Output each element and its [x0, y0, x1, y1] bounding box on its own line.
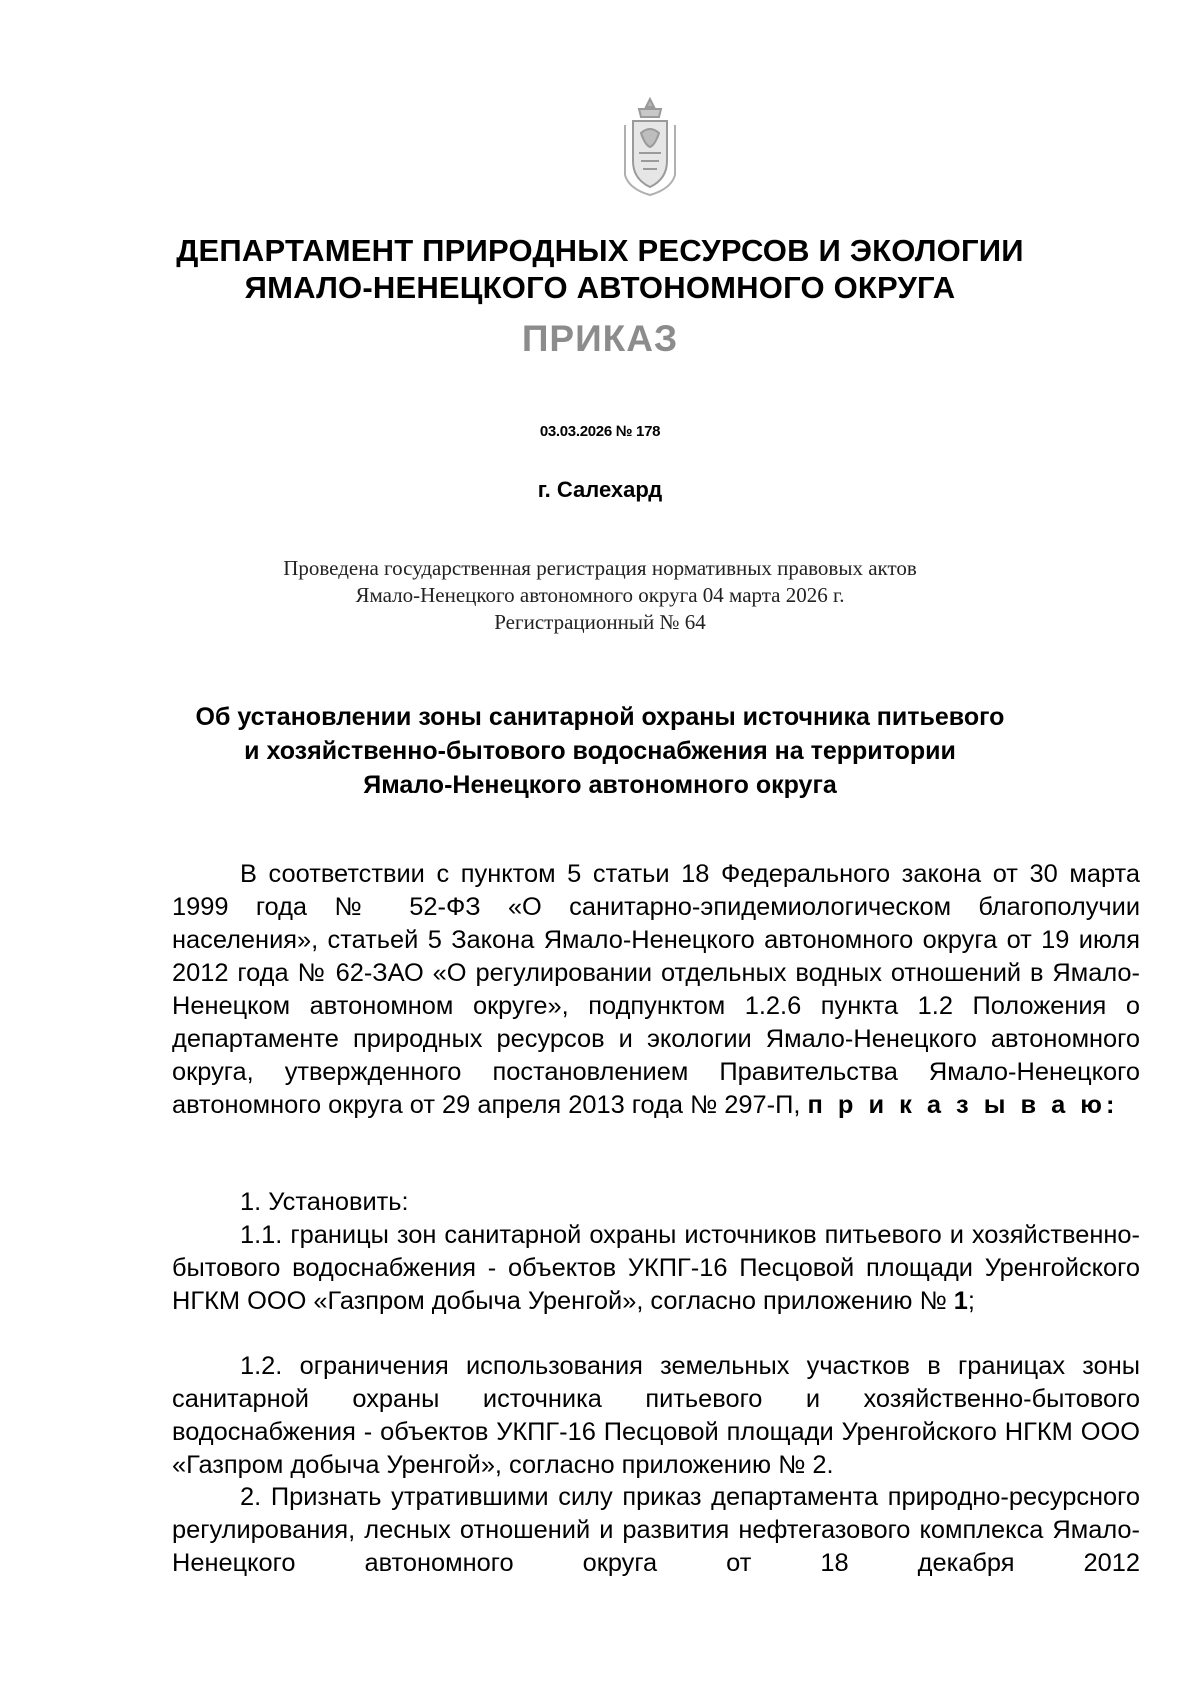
order-title-line1: Об установлении зоны санитарной охраны источника питьевого: [195, 703, 1005, 731]
department-name-line2: ЯМАЛО-НЕНЕЦКОГО АВТОНОМНОГО ОКРУГА: [244, 270, 956, 305]
coat-of-arms-emblem: [619, 95, 681, 199]
item-1-paragraph: [172, 1186, 1140, 1219]
order-date-number: 03.03.2026 № 178: [539, 423, 661, 440]
item-1-1-paragraph: [172, 1219, 1140, 1318]
document-type-heading: ПРИКАЗ: [521, 318, 679, 359]
item-1-1-text: 1.1. границы зон санитарной охраны источников питьевого и хозяйственно-бытового водоснабжения - объектов УКПГ-16 Песцовой площади Уренгойского НГКМ ООО «Газпром добыча Уренгой», согласно приложению №: [172, 1221, 1140, 1315]
item-1-text: 1. Установить:: [240, 1188, 409, 1216]
order-word: п р и к а з ы в а ю:: [807, 1091, 1119, 1119]
order-title-line2: и хозяйственно-бытового водоснабжения на территории: [244, 737, 956, 765]
order-title-line3: Ямало-Ненецкого автономного округа: [363, 771, 837, 799]
item-1-1-end: ;: [967, 1287, 975, 1315]
city-label: г. Салехард: [537, 477, 663, 502]
registration-note-line3: Регистрационный № 64: [494, 610, 706, 634]
registration-note-line2: Ямало-Ненецкого автономного округа 04 марта 2026 г.: [355, 583, 845, 607]
item-1-2-paragraph: [172, 1350, 1140, 1482]
department-name-line1: ДЕПАРТАМЕНТ ПРИРОДНЫХ РЕСУРСОВ И ЭКОЛОГИИ: [176, 233, 1024, 268]
preamble-paragraph: [172, 858, 1140, 1122]
item-1-2-text: 1.2. ограничения использования земельных участков в границах зоны санитарной охраны источника питьевого и хозяйственно-бытового водоснабжения - объектов УКПГ-16 Песцовой площади Уренгойского НГКМ ООО «Газпром добыча Уренгой», согласно приложению № 2.: [172, 1352, 1140, 1479]
item-2-paragraph: [172, 1481, 1140, 1580]
registration-note-line1: Проведена государственная регистрация нормативных правовых актов: [283, 556, 917, 580]
item-1-1-appendix-number: 1: [953, 1287, 968, 1315]
preamble-text: В соответствии с пунктом 5 статьи 18 Федерального закона от 30 марта 1999 года № 52-ФЗ «О санитарно-эпидемиологическом благополучии населения», статьей 5 Закона Ямало-Ненецкого автономного округа от 19 июля 2012 года № 62-ЗАО «О регулировании отдельных водных отношений в Ямало-Ненецком автономном округе», подпунктом 1.2.6 пункта 1.2 Положения о департаменте природных ресурсов и экологии Ямало-Ненецкого автономного округа, утвержденного постановлением Правительства Ямало-Ненецкого автономного округа от 29 апреля 2013 года № 297-П,: [172, 860, 1140, 1119]
item-2-text: 2. Признать утратившими силу приказ департамента природно-ресурсного регулирования, лесных отношений и развития нефтегазового комплекса Ямало-Ненецкого автономного округа от 18 декабря 2012: [172, 1483, 1140, 1577]
